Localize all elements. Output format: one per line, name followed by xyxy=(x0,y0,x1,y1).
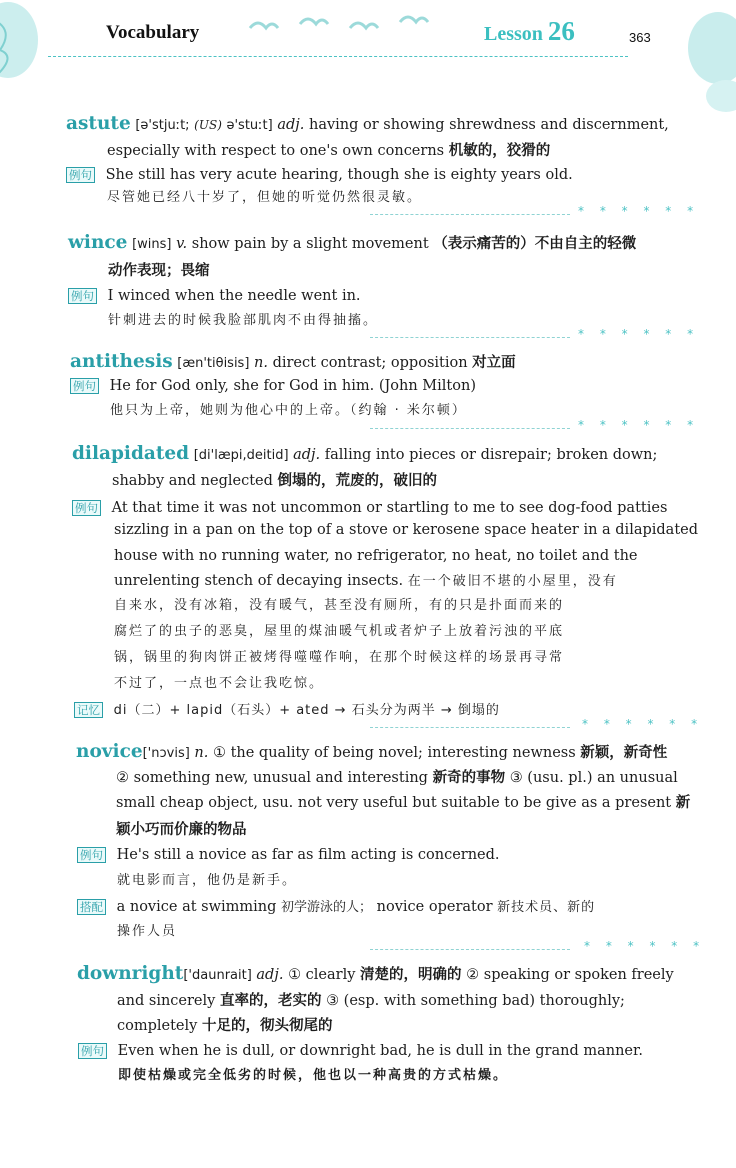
example-zh-line: 腐烂了的虫子的恶臭，屋里的煤油暖气机或者炉子上放着污浊的平底 xyxy=(114,624,565,639)
entry-novice-head xyxy=(76,742,667,764)
definition-zh: 直率的，老实的 xyxy=(219,992,322,1009)
example-tag: 例句 xyxy=(68,288,97,304)
example-zh: 针刺进去的时候我脸部肌肉不由得抽搐。 xyxy=(108,313,379,328)
divider-stars: * * * * * * xyxy=(578,327,700,341)
part-of-speech: n. xyxy=(194,745,209,761)
definition-en: completely xyxy=(117,1018,198,1034)
entry-divider xyxy=(370,727,570,728)
pronunciation: ['daunrait] xyxy=(183,968,252,983)
lesson-number: 26 xyxy=(547,16,575,46)
pronunciation: [ə'stjuːt; xyxy=(135,118,190,133)
lesson-label xyxy=(484,16,575,47)
part-of-speech: v. xyxy=(176,236,188,252)
definition-en: ③ (usu. pl.) an unusual xyxy=(509,770,678,786)
entry-astute-head xyxy=(66,114,669,136)
collocation-zh: 新技术员、新的 xyxy=(497,900,596,915)
definition-en: having or showing shrewdness and discernment, xyxy=(308,117,669,133)
headword: astute xyxy=(66,113,131,134)
headword: downright xyxy=(77,963,184,984)
collocation-en: novice operator xyxy=(376,899,493,915)
entry-wince-example xyxy=(68,286,361,306)
entry-novice-collocation xyxy=(77,897,595,918)
example-en-line xyxy=(114,571,618,592)
entry-downright-example xyxy=(78,1041,643,1061)
collocation-tag: 搭配 xyxy=(77,899,106,915)
example-en: He for God only, she for God in him. (John Milton) xyxy=(109,378,476,394)
definition-zh: （表示痛苦的）不由自主的轻微 xyxy=(433,235,637,252)
definition-zh: 新 xyxy=(675,794,691,811)
example-tag: 例句 xyxy=(66,167,95,183)
example-zh: 即使枯燥或完全低劣的时候，他也以一种高贵的方式枯燥。 xyxy=(118,1068,509,1083)
example-en-line: sizzling in a pan on the top of a stove or kerosene space heater in a dilapidated xyxy=(114,522,699,538)
definition-en: ② speaking or spoken freely xyxy=(466,967,674,983)
page-number: 363 xyxy=(629,30,651,45)
collocation-zh-cont: 操作人员 xyxy=(117,924,178,939)
example-zh: 尽管她已经八十岁了，但她的听觉仍然很灵敏。 xyxy=(107,190,423,205)
part-of-speech: adj. xyxy=(277,117,305,133)
divider-stars: * * * * * * xyxy=(578,418,700,432)
headword: dilapidated xyxy=(72,443,190,464)
memory-tag: 记忆 xyxy=(74,702,103,718)
example-zh: 就电影而言，他仍是新手。 xyxy=(117,873,298,888)
example-en: I winced when the needle went in. xyxy=(107,288,361,304)
entry-novice-def3 xyxy=(116,793,690,813)
entry-dilapidated-memory xyxy=(74,700,500,721)
example-zh-line: 锅，锅里的狗肉饼正被烤得噬噬作响，在那个时候这样的场景再寻常 xyxy=(114,650,565,665)
divider-stars: * * * * * * xyxy=(582,717,704,731)
definition-zh: 新颖，新奇性 xyxy=(580,744,668,761)
example-zh: 在一个破旧不堪的小屋里，没有 xyxy=(407,574,618,589)
definition-zh-cont: 颖小巧而价廉的物品 xyxy=(116,821,247,838)
example-tag: 例句 xyxy=(78,1043,107,1059)
pronunciation: [wins] xyxy=(132,237,172,252)
definition-en: ① clearly xyxy=(288,967,356,983)
definition-zh: 清楚的，明确的 xyxy=(360,966,462,983)
pronunciation-us: ə'stuːt] xyxy=(226,118,273,133)
example-zh-line: 自来水，没有冰箱，没有暖气，甚至没有厕所，有的只是扑面而来的 xyxy=(114,598,565,613)
headword: wince xyxy=(68,232,128,253)
entry-novice-example xyxy=(77,845,500,865)
birds-decoration xyxy=(240,8,450,44)
example-tag: 例句 xyxy=(77,847,106,863)
definition-en: and sincerely xyxy=(117,993,216,1009)
definition-en: shabby and neglected xyxy=(112,473,273,489)
lesson-word: Lesson xyxy=(484,23,543,45)
part-of-speech: adj. xyxy=(293,447,321,463)
collocation-en: a novice at swimming xyxy=(116,899,277,915)
entry-dilapidated-example xyxy=(72,498,667,518)
entry-divider xyxy=(370,337,570,338)
definition-en: show pain by a slight movement xyxy=(191,236,429,252)
part-of-speech: n. xyxy=(254,355,268,371)
pronunciation: [di'læpi,deitid] xyxy=(193,448,289,463)
entry-downright-head xyxy=(77,964,674,986)
fish-decoration-right xyxy=(670,8,736,118)
example-en-line: house with no running water, no refrigerator, no heat, no toilet and the xyxy=(114,548,638,564)
memory-note: di（二）+ lapid（石头）+ ated → 石头分为两半 → 倒塌的 xyxy=(113,703,500,718)
section-title: Vocabulary xyxy=(106,22,200,43)
header-divider xyxy=(48,56,628,57)
part-of-speech: adj. xyxy=(256,967,284,983)
entry-divider xyxy=(370,214,570,215)
definition-zh-cont: 动作表现；畏缩 xyxy=(108,262,210,279)
entry-astute-example xyxy=(66,165,573,185)
definition-en: ③ (esp. with something bad) thoroughly; xyxy=(326,993,625,1009)
collocation-zh: 初学游泳的人； xyxy=(281,900,373,915)
coral-decoration-left xyxy=(0,0,54,90)
definition-zh: 倒塌的，荒废的，破旧的 xyxy=(277,472,438,489)
example-en: Even when he is dull, or downright bad, he is dull in the grand manner. xyxy=(117,1043,643,1059)
example-tag: 例句 xyxy=(72,500,101,516)
divider-stars: * * * * * * xyxy=(584,939,706,953)
definition-en: ② something new, unusual and interesting xyxy=(116,770,428,786)
definition-zh: 对立面 xyxy=(472,354,516,371)
definition-zh: 十足的，彻头彻尾的 xyxy=(201,1017,333,1034)
example-tag: 例句 xyxy=(70,378,99,394)
definition-en: direct contrast; opposition xyxy=(272,355,468,371)
headword: novice xyxy=(76,741,143,762)
definition-en: small cheap object, usu. not very useful but suitable to be give as a present xyxy=(116,795,672,811)
example-en: She still has very acute hearing, though she is eighty years old. xyxy=(105,167,573,183)
example-en: unrelenting stench of decaying insects. xyxy=(114,573,404,589)
entry-divider xyxy=(370,949,570,950)
pronunciation: [æn'tiθisis] xyxy=(177,356,250,371)
us-label: (US) xyxy=(194,118,222,132)
entry-dilapidated-head xyxy=(72,444,657,466)
entry-wince-head xyxy=(68,233,636,255)
entry-divider xyxy=(370,428,570,429)
example-en: At that time it was not uncommon or startling to me to see dog-food patties xyxy=(111,500,668,516)
example-zh: 他只为上帝，她则为他心中的上帝。（约翰 · 米尔顿） xyxy=(110,403,467,418)
pronunciation: ['nɔvis] xyxy=(142,746,190,761)
headword: antithesis xyxy=(70,351,173,372)
definition-zh: 机敏的，狡猾的 xyxy=(448,142,551,159)
entry-antithesis-head xyxy=(70,352,516,374)
entry-astute-def xyxy=(107,141,550,161)
entry-antithesis-example xyxy=(70,376,476,396)
entry-downright-def2 xyxy=(117,991,625,1011)
entry-downright-def3 xyxy=(117,1016,332,1036)
example-en: He's still a novice as far as film acting is concerned. xyxy=(116,847,500,863)
definition-en: especially with respect to one's own concerns xyxy=(107,143,445,159)
entry-novice-def2 xyxy=(116,768,678,788)
definition-zh: 新奇的事物 xyxy=(432,769,506,786)
divider-stars: * * * * * * xyxy=(578,204,700,218)
entry-dilapidated-def xyxy=(112,471,437,491)
example-zh-line: 不过了，一点也不会让我吃惊。 xyxy=(114,676,325,691)
definition-en: falling into pieces or disrepair; broken down; xyxy=(324,447,658,463)
definition-en: ① the quality of being novel; interesting newness xyxy=(212,745,576,761)
